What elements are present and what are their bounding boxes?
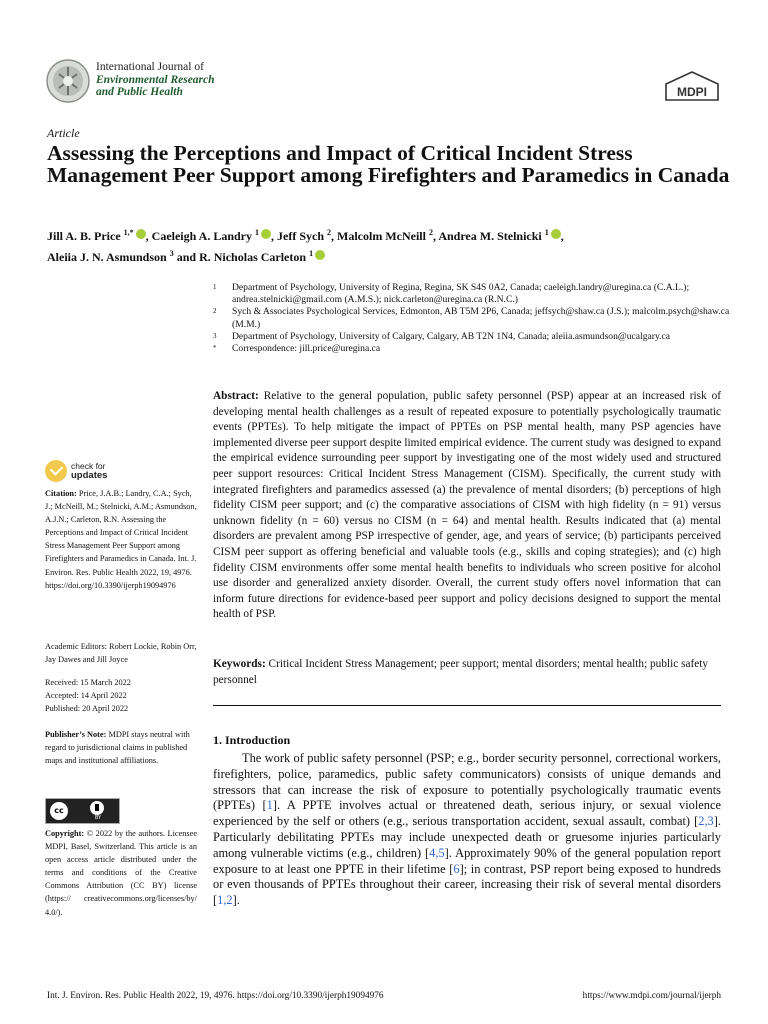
author-name[interactable]: Jeff Sych	[277, 229, 324, 243]
author-affiliation-marker: 1	[544, 228, 549, 237]
citation-reference-link[interactable]: 1,2	[217, 893, 233, 908]
affiliation-text: Department of Psychology, University of Calgary, Calgary, AB T2N 1N4, Canada; aleiia.asmundson@ucalgary.ca	[232, 330, 671, 342]
citation-reference-link[interactable]: 4,5	[429, 845, 445, 860]
copyright-notice	[45, 827, 197, 919]
author-affiliation-marker: 2	[327, 228, 331, 237]
affiliation-number: 1	[213, 283, 217, 291]
citation-reference-link[interactable]: 6	[453, 861, 460, 876]
copyright-label: Copyright:	[45, 829, 85, 838]
author-name[interactable]: Jill A. B. Price	[47, 229, 121, 243]
orcid-icon[interactable]	[136, 229, 146, 239]
creative-commons-icon: cc	[50, 802, 68, 820]
academic-editors: Academic Editors: Robert Lockie, Robin Orr, Jay Dawes and Jill Joyce	[45, 642, 197, 665]
section-heading-introduction: 1. Introduction	[213, 733, 291, 747]
published-date: Published: 20 April 2022	[45, 704, 129, 714]
author-affiliation-marker: 1	[255, 228, 259, 237]
author-name[interactable]: Caeleigh A. Landry	[151, 229, 252, 243]
article-title: Assessing the Perceptions and Impact of Critical Incident Stress Management Peer Support among Firefighters and Paramedics in Canada	[47, 141, 730, 187]
attribution-icon	[90, 801, 104, 815]
introduction-paragraph: The work of public safety personnel (PSP; e.g., border security personnel, correctional workers, firefighters, police, paramedics, public safety communicators) consists of unique demands and stressors that can increase the risk of exposure to potentially psychologically traumatic events (PPTEs) [1]. A PPTE involves actual or threatened death, serious injury, or sexual violence experienced by the self or others (e.g., serious transportation accident, sexual assault, combat) [2,3]. Particularly debilitating PPTEs may include unexpected death or gruesome injuries particularly among vulnerable victims (e.g., children) [4,5]. Approximately 90% of the general population report exposure to at least one PPTE in their lifetime [6]; in contrast, PSP report being exposed to hundreds or even thousands of PPTEs throughout their career, increasing their risk of several mental disorders [1,2].	[213, 751, 721, 908]
svg-text:MDPI: MDPI	[677, 85, 707, 99]
author-affiliation-marker: 1,*	[123, 228, 134, 237]
citation-block	[45, 487, 197, 592]
affiliation-item	[213, 282, 733, 306]
affiliation-number: *	[213, 344, 217, 353]
check-updates-label: check for updates	[71, 461, 108, 481]
author-affiliation-marker: 1	[309, 249, 314, 258]
journal-name-line3: and Public Health	[96, 86, 183, 98]
affiliation-text: Correspondence: jill.price@uregina.ca	[232, 343, 381, 355]
abstract-label: Abstract:	[213, 390, 259, 402]
author-list: Jill A. B. Price $^{1,*}$ , Caeleigh A. Landry $^1$ , Jeff Sych $^2$, Malcolm McNeill $^2$, Andrea M. Stelnicki $^1$ , Aleiia J. N. Asmundson $^3$ and R. Nicholas Carleton $^1$	[47, 228, 564, 264]
affiliation-item	[213, 306, 733, 330]
author-name[interactable]: Aleiia J. N. Asmundson	[47, 250, 167, 264]
abstract-text: Relative to the general population, public safety personnel (PSP) appear at an increased risk of developing mental health challenges as a result of repeated exposure to potentially psychologically traumatic events (PPTEs). To help mitigate the impact of PPTEs on PSP mental health, many PSP agencies have implemented diverse peer support despite limited empirical evidence. The current study was designed to expand the empirical evidence surrounding peer support by investigating one of the most widely used and structured peer support resources: Critical Incident Stress Management (CISM). Specifically, the current study with integrated firefighters and paramedics assessed (a) the prevalence of mental disorders; (b) perceptions of high fidelity CISM peer support; and (c) the comparative associations of CISM with high fidelity (n = 91) versus unknown fidelity (n = 60) versus no CISM (n = 64) and mental health. Results indicated that (a) mental disorders are prevalent among PSP irrespective of gender, age, and years of service; (b) participants perceived CISM peer support as offering beneficial and valuable tools (e.g., skills and coping strategies); and (c) high fidelity CISM environments offer some mental health benefits to individuals who screen positive for alcohol use disorder and generalized anxiety disorder. Overall, the current study offers novel information that can inform future directions for evidence-based peer support and policy decisions designed to support the mental health of PSP.	[213, 390, 722, 621]
cc-by-license-badge[interactable]	[45, 798, 120, 824]
journal-name-line2: Environmental Research	[96, 73, 215, 86]
journal-logo-icon	[45, 58, 91, 104]
citation-text: Price, J.A.B.; Landry, C.A.; Sych, J.; McNeill, M.; Stelnicki, A.M.; Asmundson, A.J.N.; Carleton, R.N. Assessing the Perceptions and Impact of Critical Incident Stress Management Peer Support among Firefighters and Paramedics in Canada. Int. J. Environ. Res. Public Health 2022, 19, 4976. https://doi.org/10.3390/ijerph19094976	[45, 489, 197, 590]
accepted-date: Accepted: 14 April 2022	[45, 691, 127, 701]
copyright-text: © 2022 by the authors. Licensee MDPI, Basel, Switzerland. This article is an open access article distributed under the terms and conditions of the Creative Commons Attribution (CC BY) license (https:// creativecommons.org/licenses/by/ 4.0/).	[45, 829, 198, 917]
author-name[interactable]: Andrea M. Stelnicki	[438, 229, 542, 243]
author-affiliation-marker: 2	[428, 228, 433, 237]
journal-name-line1: International Journal of	[96, 61, 204, 73]
orcid-icon[interactable]	[315, 250, 325, 260]
keywords-label: Keywords:	[213, 658, 266, 670]
publisher-note-label: Publisher’s Note:	[45, 730, 107, 739]
citation-label: Citation:	[45, 489, 77, 498]
keywords-text: Critical Incident Stress Management; peer support; mental disorders; mental health; public safety personnel	[213, 658, 709, 686]
orcid-icon[interactable]	[551, 229, 561, 239]
affiliation-number: 2	[213, 307, 217, 316]
article-type: Article	[47, 126, 80, 140]
author-name[interactable]: Malcolm McNeill	[337, 229, 426, 243]
citation-reference-link[interactable]: 1	[266, 798, 273, 813]
by-label: BY	[94, 815, 102, 821]
publisher-note-text: MDPI stays neutral with regard to jurisdictional claims in published maps and institutional affiliations.	[45, 730, 190, 766]
section-divider	[213, 705, 721, 706]
abstract	[213, 389, 721, 623]
affiliation-item	[213, 331, 733, 343]
keywords	[213, 657, 721, 688]
dates-block	[45, 676, 197, 715]
mdpi-logo-icon[interactable]	[662, 70, 722, 102]
citation-reference-link[interactable]: 2,3	[698, 814, 714, 829]
affiliations	[213, 282, 733, 355]
footer-journal-url[interactable]: https://www.mdpi.com/journal/ijerph	[582, 991, 721, 1001]
journal-name[interactable]	[96, 61, 215, 99]
affiliation-number: 3	[213, 331, 217, 340]
check-for-updates-button[interactable]	[45, 460, 125, 484]
footer-citation: Int. J. Environ. Res. Public Health 2022, 19, 4976. https://doi.org/10.3390/ijerph19094976	[47, 991, 384, 1001]
orcid-icon[interactable]	[261, 229, 271, 239]
author-name[interactable]: R. Nicholas Carleton	[199, 250, 307, 264]
author-affiliation-marker: 3	[169, 249, 174, 258]
publisher-note	[45, 728, 197, 767]
check-updates-icon	[45, 460, 67, 482]
received-date: Received: 15 March 2022	[45, 678, 131, 687]
affiliation-text: Sych & Associates Psychological Services, Edmonton, AB T5M 2P6, Canada; jeffsych@shaw.ca (J.S.); malcolm.psych@shaw.ca (M.M.)	[232, 306, 730, 330]
affiliation-text: Department of Psychology, University of Regina, Regina, SK S4S 0A2, Canada; caeleigh.landry@uregina.ca (C.A.L.); andrea.stelnicki@gmail.com (A.M.S.); nick.carleton@uregina.ca (R.N.C.)	[232, 282, 690, 306]
affiliation-item	[213, 343, 733, 355]
